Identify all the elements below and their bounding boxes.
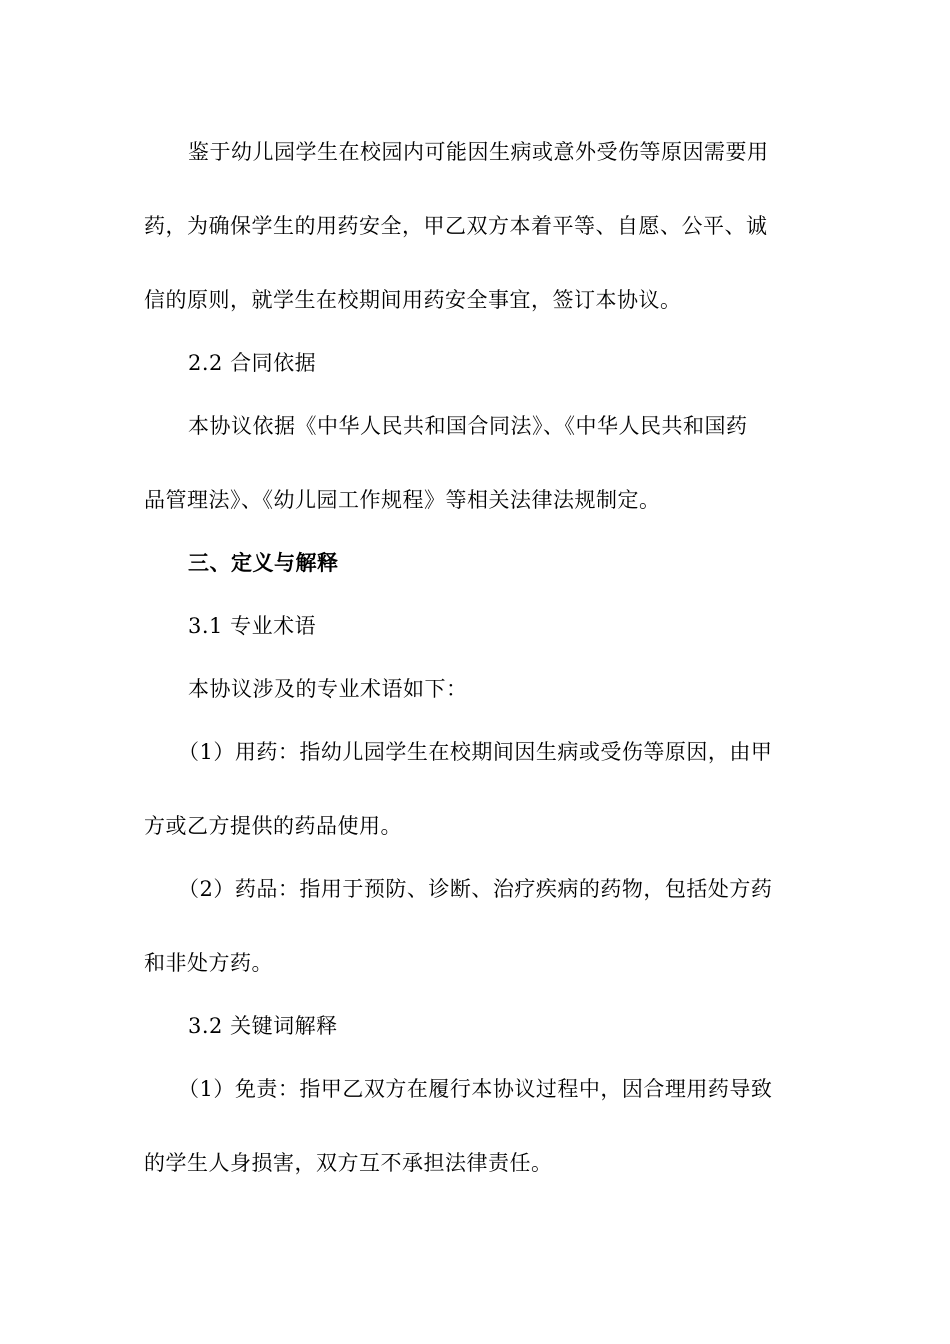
term-2-line-2: 和非处方药。 [144,951,273,975]
paragraph-intro-line-2: 药，为确保学生的用药安全，甲乙双方本着平等、自愿、公平、诚 [144,214,768,238]
paragraph-terms-intro: 本协议涉及的专业术语如下： [188,677,468,701]
section-heading-2-2: 2.2 合同依据 [188,351,317,375]
term-1-line-1: （1）用药：指幼儿园学生在校期间因生病或受伤等原因，由甲 [178,740,773,764]
section-heading-3-2: 3.2 关键词解释 [188,1014,338,1038]
paragraph-intro-line-1: 鉴于幼儿园学生在校园内可能因生病或意外受伤等原因需要用 [188,140,769,164]
section-heading-3: 三、定义与解释 [188,550,339,575]
term-1-line-2: 方或乙方提供的药品使用。 [144,814,402,838]
keyword-1-line-2: 的学生人身损害，双方互不承担法律责任。 [144,1151,553,1175]
term-2-line-1: （2）药品：指用于预防、诊断、治疗疾病的药物，包括处方药 [178,877,773,901]
paragraph-intro-line-3: 信的原则，就学生在校期间用药安全事宜，签订本协议。 [144,288,682,312]
paragraph-basis-line-1: 本协议依据《中华人民共和国合同法》、《中华人民共和国药 [188,414,748,438]
paragraph-basis-line-2: 品管理法》、《幼儿园工作规程》等相关法律法规制定。 [144,488,661,512]
keyword-1-line-1: （1）免责：指甲乙双方在履行本协议过程中，因合理用药导致 [178,1077,773,1101]
section-heading-3-1: 3.1 专业术语 [188,614,317,638]
